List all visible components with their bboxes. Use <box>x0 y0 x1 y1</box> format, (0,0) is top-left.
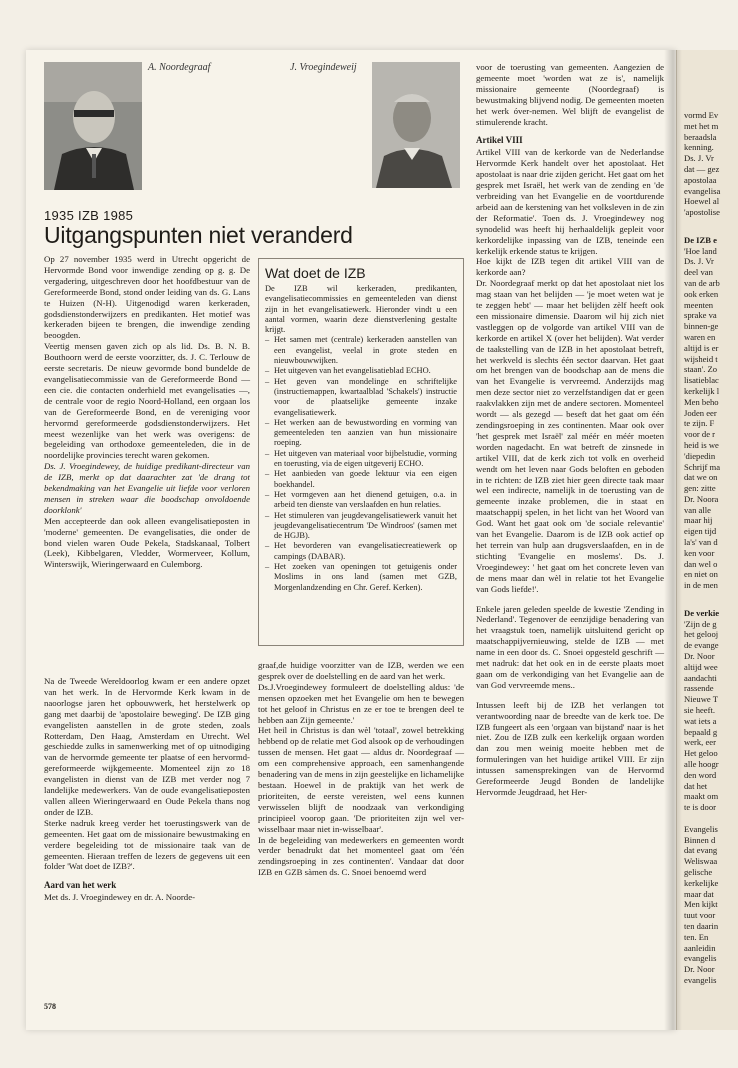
right-page-line: eigen tijd <box>684 526 717 537</box>
right-page-line: aanleidin <box>684 942 716 953</box>
right-page-line: voor de r <box>684 429 716 440</box>
right-page-line: het gelooj <box>684 629 719 640</box>
paragraph: Artikel VIII van de kerkorde van de Nederlandse Hervormde Kerk handelt over het apostolaat. Het apostolaat is naar drie zijden gericht. Het gaat om het gesprek met Israël, het werk van de zending en 'de verbreiding van het Evangelie en de voortdurende arbeid aan de kerstening van het volksleven in de zin der Reformatie'. Toen ds. J. Vroegindewey nog synodelid was heeft hij herhaaldelijk gepleit voor kerkordelijke inpassing van de IZB, teneinde een kerkelijk erkende status te krijgen. <box>476 147 664 256</box>
right-page-line: Ds. J. Vr <box>684 153 714 164</box>
right-page-line: 'Hoe land <box>684 245 717 256</box>
list-item: – Het bevorderen van evangelisatiecreatiewerk op campings (DABAR). <box>265 541 457 562</box>
paragraph: Men accepteerde dan ook alleen evangelisatieposten in 'moderne' gemeenten. De evangelisaties, die onder de bond vielen waren Oude Pekela, Stadskanaal, Tolbert (Leek), Kibbelgaren, Vledder, Wormerveer, Kollum, Winterswijk, Wieringerwaard en Culemborg. <box>44 515 250 570</box>
right-page-line: ten. En <box>684 931 709 942</box>
right-page-line: dat — gez <box>684 163 720 174</box>
right-page-line: evangelisa <box>684 185 721 196</box>
paragraph: In de begeleiding van medewerkers en gemeenten wordt verder benadrukt dat het momenteel gaat om 'één zendingsroeping in zes continenten'. Vandaar dat door IZB en GZB sàmen ds. C. Snoei benoemd werd <box>258 834 464 878</box>
right-page-line: la's' van d <box>684 537 718 548</box>
headline: Uitgangspunten niet veranderd <box>44 222 353 248</box>
right-page-line: te zijn. F <box>684 418 715 429</box>
paragraph: Veertig mensen gaven zich op als lid. Ds. B. N. B. Bouthoorn werd de eerste voorzitter, ds. J. C. Terlouw de eerste secretaris. De nieuw gevormde bond bundelde de evangelisatiecommissie van de Gereformeerde Bond — een cie. die contacten onderhield met evangelisaties —, de centrale voor de regio Noord-Holland, een orgaan los van de Gereformeerde Bond, en de vereniging voor hervormd gereformeerde godsdienstonderwijzers. Het meest wezenlijke van het werk was overigens: de begeleiding van orthodoxe gemeenteleden, die in de noordelijke provincies terecht waren gekomen. <box>44 341 250 461</box>
caption-right: J. Vroegindeweij <box>290 62 357 73</box>
list-item: – Het samen met (centrale) kerkeraden aanstellen van een evangelist, veelal in grote steden en nieuwbouwwijken. <box>265 335 457 366</box>
right-page-line: Binnen d <box>684 834 716 845</box>
right-page-line: meenten <box>684 299 714 310</box>
right-page-line <box>684 218 738 229</box>
right-page-line <box>684 813 738 824</box>
right-page-edge <box>676 50 738 1030</box>
paragraph: graaf,de huidige voorzitter van de IZB, werden we een gesprek over de doelstelling en de aard van het werk. <box>258 660 464 681</box>
paragraph: Ds. J. Vroegindewey, de huidige predikant-directeur van de IZB, merkt op dat daarachter zat 'de drang tot bekendmaking van het Evangelie uit liefde voor verloren mensen in streken waar die boodschap onvoldoende doorklonk' <box>44 461 250 515</box>
right-page-line: lisatieblac <box>684 375 719 386</box>
paragraph: Intussen leeft bij de IZB het verlangen tot verantwoording naar de breedte van de kerk toe. De IZB fungeert als een 'orgaan van bijstand' naar is het niet. Zou de IZB zulk een kerkelijk orgaan worden dan zou men weinig moeite hebben met de formuleringen van het huidige artikel VIII. Er zijn intussen samensprekingen van de Hervormd Gereformeerde Jeugd Bonden de landelijke Hervormde Jeugdraad, het Her- <box>476 699 664 797</box>
right-page-line: Men kijkt <box>684 899 718 910</box>
right-page-line: waren en <box>684 331 716 342</box>
right-page-line: de evange <box>684 640 719 651</box>
right-page-line: maakt om <box>684 791 719 802</box>
right-page-line: 'Zijn de g <box>684 618 717 629</box>
right-page-line: staan'. Zo <box>684 364 718 375</box>
box-title: Wat doet de IZB <box>265 265 366 281</box>
column-1 <box>44 254 250 570</box>
list-item: – Het geven van mondelinge en schriftelijke (instructiemappen, kwartaalblad 'Schakels') instructie voor de plaatselijke gemeente inzake evangelisatiewerk. <box>265 377 457 418</box>
right-page-line: kenning. <box>684 142 714 153</box>
right-page-line: Dr. Noor <box>684 651 715 662</box>
right-page-line: evangelis <box>684 953 717 964</box>
list-item: – Het zoeken van openingen tot getuigenis onder Moslims in ons land (samen met GZB, Morgenlandzending en Chr. Geref. Kerken). <box>265 562 457 593</box>
page-number: 578 <box>44 1002 56 1011</box>
box-list <box>265 335 457 592</box>
sidebar-box <box>258 258 464 646</box>
right-page-line: wat iets a <box>684 715 717 726</box>
right-page-line: tuut voor <box>684 910 716 921</box>
right-page-line: Dr. Noora <box>684 493 719 504</box>
list-item: – Het uitgeven van materiaal voor bijbelstudie, vorming en toerusting, via de eigen uitgeverij ECHO. <box>265 449 457 470</box>
list-item: – Het stimuleren van jeugdevangelisatiewerk vanuit het jeugdevangelisatiecentrum 'De Windroos' (samen met de HGJB). <box>265 511 457 542</box>
right-page-line: Dr. Noor <box>684 964 715 975</box>
column-1-lower <box>44 676 250 903</box>
right-page-line: Nieuwe T <box>684 694 718 705</box>
right-page-line: altijd is er <box>684 342 719 353</box>
paragraph: Sterke nadruk kreeg verder het toerustingswerk van de gemeenten. Het gaat om de missionaire bewustmaking en verdere begeleiding tot de missionaire taak van de gemeenten. Hieraan treffen de lezers de gegevens uit een folder 'Wat doet de IZB?'. <box>44 817 250 872</box>
right-page-line: wijsheid t <box>684 353 718 364</box>
right-page-line: dat we on <box>684 472 718 483</box>
right-page-line: De verkie <box>684 607 720 618</box>
column-3 <box>476 62 664 798</box>
right-page-line: met het m <box>684 120 719 131</box>
right-page-line: vormd Ev <box>684 110 719 120</box>
right-page-text <box>684 110 738 986</box>
right-page-line: van alle <box>684 504 711 515</box>
box-intro: De IZB wil kerkeraden, predikanten, evangelisatiecommissies en gemeenteleden van dienst zijn in het evangelisatiewerk. Hieronder vindt u een aantal vormen, waarin deze dienstverlening gestalte krijgt. <box>265 284 457 335</box>
right-page-line <box>684 591 738 602</box>
list-item: – Het aanbieden van goede lektuur via een eigen boekhandel. <box>265 469 457 490</box>
right-page-line: alle hoogr <box>684 759 719 770</box>
right-page-line: Het geloo <box>684 748 718 759</box>
list-item: – Het uitgeven van het evangelisatieblad ECHO. <box>265 366 457 376</box>
paragraph: Ds.J.Vroegindewey formuleert de doelstelling aldus: 'de mensen opzoeken met het Evangelie om hen te bewegen tot het geloof in Christus en ze er toe te brengen deel te hebben aan Zijn gemeente.' <box>258 681 464 725</box>
portrait-photo-right <box>372 62 460 188</box>
paragraph: Op 27 november 1935 werd in Utrecht opgericht de Hervormde Bond voor inwendige zending op g. g. De vergadering, uitgeschreven door het hoofdbestuur van de Gereformeerde Bond, stond onder leiding van ds. G. Lans te Huizen (N-H). Uitgenodigd waren kerkeraden, godsdienstonderwijzers en predikanten. Het motief was kerkeraden bijeen te brengen, die inwendige zending beoogden. <box>44 254 250 341</box>
paragraph: Het heil in Christus is dan wèl 'totaal', zowel betrekking hebbend op de relatie met God alsook op de verhoudingen tussen de mensen. Het gaat — aldus dr. Noordegraaf — om een comprehensive approach, een samenhangende benadering van de mens in zijn geestelijke en lichamelijke bestaan. Hoewel in de praktijk van het werk de prioriteiten, de eerste vereisten, wel eens kunnen verwisselen blijft de noodzaak van verkondiging principieel voorop gaan. 'De prioriteiten zijn wel ver-wisselbaar maar niet in-wisselbaar'. <box>258 725 464 834</box>
right-page-line: Evangelis <box>684 823 718 834</box>
right-page-line: 'apostolise <box>684 207 720 218</box>
right-page-line: in de men <box>684 580 718 591</box>
right-page-line: ken voor <box>684 547 715 558</box>
portrait-photo-left <box>44 62 142 190</box>
right-page-line: kerkelijk l <box>684 385 720 396</box>
right-page-line: apostolaa <box>684 174 717 185</box>
right-page-line: Hoewel al <box>684 196 720 207</box>
right-page-line: De IZB e <box>684 234 717 245</box>
right-page-line: sie heeft. <box>684 705 716 716</box>
right-page-line: sprake va <box>684 310 717 321</box>
right-page-line: altijd wee <box>684 661 718 672</box>
right-page-line: maar hij <box>684 515 713 526</box>
right-page-line: ook erken <box>684 288 719 299</box>
right-page-line: rassende <box>684 683 714 694</box>
right-page-line: werk, eer <box>684 737 716 748</box>
right-page-line: Schrijf ma <box>684 461 721 472</box>
paragraph: voor de toerusting van gemeenten. Aangezien de gemeente moet 'worden wat ze is', namelijk missionaire gemeente (Noordegraaf) is bewustmaking blijvend nodig. De gemeenten moeten het werk óver-nemen. Wel blijft de evangelist de stimulerende kracht. <box>476 62 664 127</box>
paragraph: Hoe kijkt de IZB tegen dit artikel VIII van de kerkorde aan? <box>476 256 664 278</box>
right-page-line: Weliswaa <box>684 856 718 867</box>
right-page-line: ten daarin <box>684 920 719 931</box>
right-page-line: heid is we <box>684 439 719 450</box>
page-gutter <box>664 50 682 1030</box>
right-page-line: dan wel o <box>684 558 718 569</box>
section-heading: Artikel VIII <box>476 135 523 146</box>
paragraph: Dr. Noordegraaf merkt op dat het apostolaat niet los mag staan van het belijden — 'je moet weten wat je te zeggen hebt' — maar het belijden zèlf heeft ook een missionaire dimensie. Daarom wil hij zich niet vastleggen op de volgorde van artikel VIII van de kerkorde en artikel X (over het belijden). Wat verder de taakstelling van de IZB in het apostolaat betreft, het werkveld is slechts één sector daarvan. Het gaat om het brengen van de boodschap aan de mens die van het Evangelie is vervreemd. Anderzijds mag men deze sector niet zo verzelfstandigen dat er geen raakvlakken zijn met de andere sectoren. Momenteel wordt — als gezegd — beseft dat het gaat om één zendingsroeping in zes continenten. Maar ook over 'het gesprek met Israël' zal méér en méér moeten worden nagedacht. En wat betreft de zinsnede in artikel VIII, dat de kerk zich tot volk en overheid wendt om het leven naar Gods beloften en geboden in te richten: de IZB ziet hier geen directe taak maar wel een indirecte, namelijk in de toerusting van de gemeente inzake problemen, die in staat en maatschappij spelen, in het licht van het Woord van God. Want het gaat ook om 'de sociale relevantie' van het Evangelie. Daarom is de IZB ook actief op het terrein van hulp aan drugsverslaafden, en in de stichting 'Evangelie en moslems'. Ds. J. Vroegindewey: ' het gaat om het concrete leven van de mens maar dan wèl in relatie tot het Evangelie van Gods liefde!'. <box>476 278 664 594</box>
right-page-line: maar dat <box>684 888 714 899</box>
right-page-line: kerkelijke <box>684 877 719 888</box>
right-page-line: te is door <box>684 802 716 813</box>
right-page-line: den word <box>684 769 717 780</box>
right-page-line: Joden eer <box>684 407 717 418</box>
right-page-line: van de arb <box>684 277 720 288</box>
column-2 <box>258 660 464 878</box>
right-page-line: Ds. J. Vr <box>684 256 714 267</box>
right-page-line: Men beho <box>684 396 719 407</box>
caption-left: A. Noordegraaf <box>148 62 211 73</box>
list-item: – Het vormgeven aan het dienend getuigen, o.a. in arbeid ten dienste van verslaafden en hun relaties. <box>265 490 457 511</box>
right-page-line: evangelis <box>684 974 717 985</box>
right-page-line: dat evang <box>684 845 718 856</box>
paragraph: Na de Tweede Wereldoorlog kwam er een andere opzet van het werk. In de Hervormde Kerk kwam in de naoorlogse jaren het opbouwwerk, het herstelwerk op gang met daarbij de 'apostolaire beweging'. De IZB ging evangelisten aanstellen in de grote steden, zoals Rotterdam, Den Haag, Amsterdam en Utrecht. Wel geschiedde zulks in samenwerking met of op uitnodiging van de hervormde gemeente ter plaatse of een hervormd-gereformeerde wijkgemeente. Momenteel zijn zo 18 evangelisten in dienst van de IZB met verder nog 7 landelijke medewerkers. Van de oude evangelisatieposten vallen alleen Wieringerwaard en Oude Pekela thans nog onder de IZB. <box>44 676 250 817</box>
list-item: – Het werken aan de bewustwording en vorming van gemeenteleden ten aanzien van hun missionaire roeping. <box>265 418 457 449</box>
kicker: 1935 IZB 1985 <box>44 208 134 223</box>
section-heading: Aard van het werk <box>44 880 117 891</box>
right-page-line: dat het <box>684 780 708 791</box>
right-page-line: gen: zitte <box>684 483 716 494</box>
paragraph: Enkele jaren geleden speelde de kwestie 'Zending in Nederland'. Tegenover de eenzijdige benadering van het vraagstuk toen, namelijk uitsluitend gericht op maatschappijvernieuwing, stelde de IZB — met name in een door ds. C. Snoei opgesteld geschrift — met nadruk: dat het ook en in de eerste plaats moet gaan om de verkondiging van het Evangelie aan de van God vervreemde mens.. <box>476 603 664 690</box>
right-page-line: en niet on <box>684 569 718 580</box>
paragraph: Met ds. J. Vroegindewey en dr. A. Noorde- <box>44 892 196 903</box>
right-page-line: bepaald g <box>684 726 718 737</box>
right-page-line: 'diepedin <box>684 450 716 461</box>
right-page-line: aandachti <box>684 672 717 683</box>
right-page-line: binnen-ge <box>684 321 719 332</box>
right-page-line: gelische <box>684 866 713 877</box>
right-page-line: deel van <box>684 267 713 278</box>
right-page-line: beraadsla <box>684 131 717 142</box>
